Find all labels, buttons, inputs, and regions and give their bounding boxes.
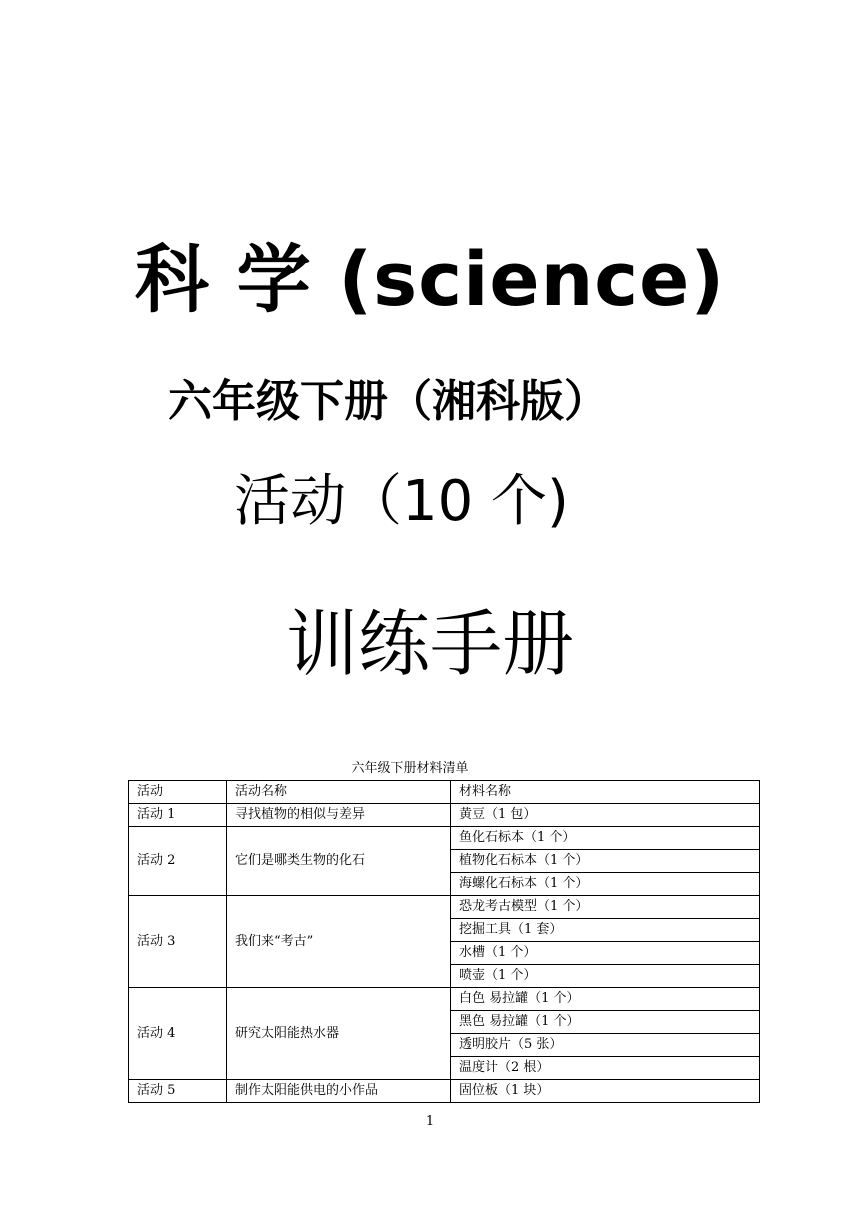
page-number: 1 — [425, 1114, 435, 1129]
table-caption: 六年级下册材料清单 — [351, 761, 469, 776]
cell-material: 黄豆（1 包） — [451, 804, 760, 827]
cell-material: 白色 易拉罐（1 个） — [451, 988, 760, 1011]
cover-activities: 活动（10 个) — [234, 469, 569, 534]
header-activity-name: 活动名称 — [227, 781, 451, 804]
cell-activity-name: 制作太阳能供电的小作品 — [227, 1080, 451, 1103]
table-header-row — [129, 781, 760, 804]
cell-material: 透明胶片（5 张） — [451, 1034, 760, 1057]
table-row — [129, 804, 760, 827]
cell-material: 水槽（1 个） — [451, 942, 760, 965]
header-material-name: 材料名称 — [451, 781, 760, 804]
cell-activity-name: 研究太阳能热水器 — [227, 988, 451, 1080]
cell-activity: 活动 3 — [129, 896, 227, 988]
materials-table — [128, 780, 760, 1103]
cell-activity-name: 它们是哪类生物的化石 — [227, 827, 451, 896]
table-row — [129, 896, 760, 919]
cell-material: 鱼化石标本（1 个） — [451, 827, 760, 850]
cell-activity: 活动 2 — [129, 827, 227, 896]
cell-material: 恐龙考古模型（1 个） — [451, 896, 760, 919]
cell-material: 挖掘工具（1 套） — [451, 919, 760, 942]
cell-activity: 活动 4 — [129, 988, 227, 1080]
cell-material: 温度计（2 根） — [451, 1057, 760, 1080]
cell-activity: 活动 5 — [129, 1080, 227, 1103]
table-row — [129, 1080, 760, 1103]
cell-material: 黑色 易拉罐（1 个） — [451, 1011, 760, 1034]
cover-book-title: 训练手册 — [285, 602, 574, 686]
cell-material: 喷壶（1 个） — [451, 965, 760, 988]
cell-material: 固位板（1 块） — [451, 1080, 760, 1103]
table-body — [129, 804, 760, 1103]
cell-material: 植物化石标本（1 个） — [451, 850, 760, 873]
cell-activity-name: 我们来“考古” — [227, 896, 451, 988]
cell-activity-name: 寻找植物的相似与差异 — [227, 804, 451, 827]
header-activity: 活动 — [129, 781, 227, 804]
table-row — [129, 827, 760, 850]
table-row — [129, 988, 760, 1011]
cover-title: 科 学 (science) — [134, 237, 726, 323]
cell-material: 海螺化石标本（1 个） — [451, 873, 760, 896]
cover-grade: 六年级下册（湘科版） — [168, 376, 608, 427]
cell-activity: 活动 1 — [129, 804, 227, 827]
